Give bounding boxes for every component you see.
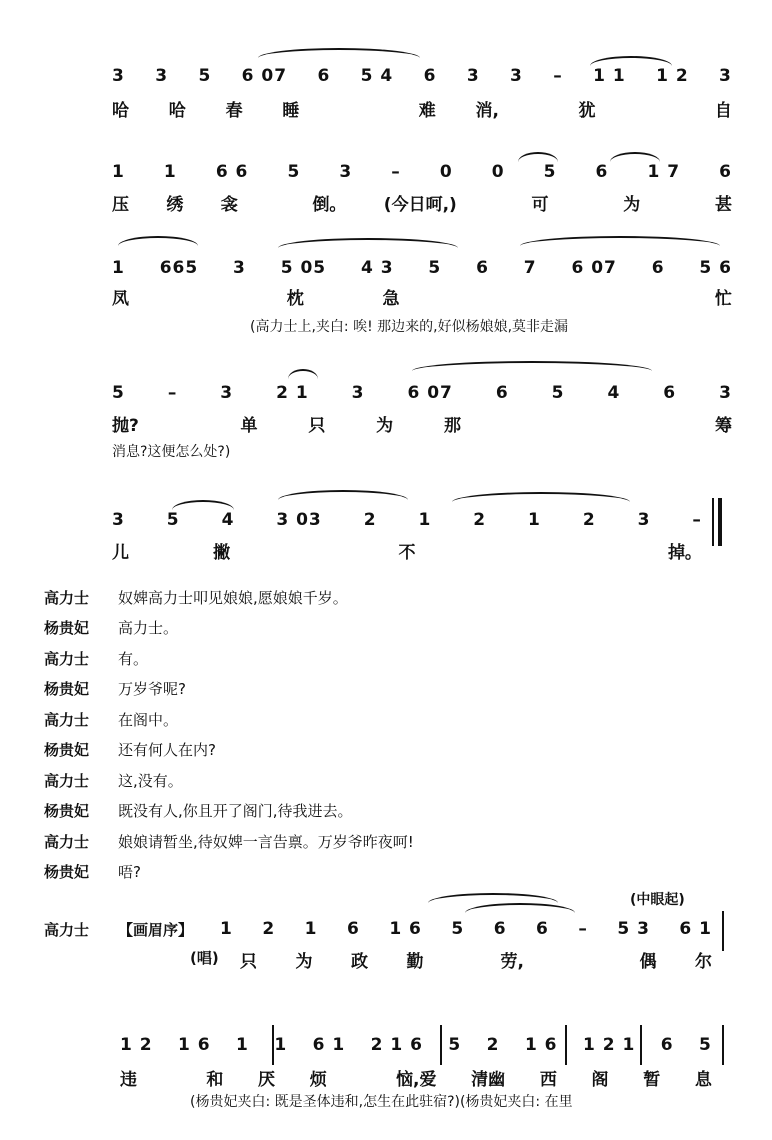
note: 6 bbox=[317, 66, 331, 86]
aside-line-3: (高力士上,夹白: 唉! 那边来的,好似杨娘娘,莫非走漏 bbox=[250, 319, 569, 335]
note: 6 bbox=[495, 383, 509, 403]
dialog-text: 有。 bbox=[118, 649, 149, 668]
note: 5 bbox=[551, 383, 565, 403]
notes-line-2 bbox=[112, 162, 732, 182]
note: 1 7 bbox=[647, 162, 681, 182]
speaker: 高力士 bbox=[44, 649, 90, 668]
lyric: 厌 bbox=[258, 1070, 276, 1090]
note: 6 bbox=[493, 919, 507, 939]
note: 6 bbox=[423, 66, 437, 86]
note: 6 bbox=[651, 258, 665, 278]
dialog-row bbox=[44, 735, 414, 766]
note: 3 bbox=[220, 383, 234, 403]
note: 1 bbox=[274, 1035, 288, 1055]
note: 1 bbox=[528, 510, 541, 530]
note: 1 bbox=[163, 162, 177, 182]
note: 2 bbox=[473, 510, 487, 530]
lyric: 抛? bbox=[112, 416, 139, 436]
note: 1 6 bbox=[178, 1035, 211, 1055]
lyric: 衾 bbox=[220, 195, 238, 215]
lyric: 违 bbox=[120, 1070, 137, 1090]
score-line-3 bbox=[0, 230, 772, 360]
aria-notes bbox=[220, 919, 712, 939]
lyric: 只 bbox=[308, 416, 326, 436]
speaker: 杨贵妃 bbox=[44, 619, 90, 638]
lyric: 清幽 bbox=[471, 1070, 506, 1090]
note: 3 bbox=[719, 383, 732, 403]
dialog-block bbox=[44, 582, 414, 887]
note: 6 bbox=[595, 162, 609, 182]
note: 3 bbox=[112, 66, 125, 86]
notes-line-1 bbox=[112, 66, 732, 86]
dialog-text: 万岁爷呢? bbox=[118, 680, 186, 699]
note: 3 bbox=[510, 66, 523, 86]
lyric: 枕 bbox=[286, 289, 304, 309]
lyric: 偶 bbox=[639, 952, 657, 972]
note: 665 bbox=[159, 258, 199, 278]
dialog-row bbox=[44, 826, 414, 857]
note: 3 bbox=[233, 258, 246, 278]
aria-line bbox=[0, 885, 772, 1015]
aria-sing-mark: (唱) bbox=[190, 949, 219, 967]
note: 5 bbox=[287, 162, 301, 182]
note: 1 bbox=[236, 1035, 249, 1055]
lyrics-line-3 bbox=[112, 284, 732, 309]
lyric: 压 bbox=[112, 195, 129, 215]
dialog-row bbox=[44, 857, 414, 888]
lyric: 单 bbox=[240, 416, 258, 436]
note: 1 bbox=[112, 258, 125, 278]
note: 6 bbox=[346, 919, 360, 939]
note: 6 bbox=[719, 162, 732, 182]
note: 3 bbox=[339, 162, 353, 182]
note: 2 1 6 bbox=[370, 1035, 423, 1055]
lyric: 为 bbox=[376, 416, 394, 436]
note: 1 1 bbox=[593, 66, 626, 86]
dialog-row bbox=[44, 582, 414, 613]
dialog-row bbox=[44, 674, 414, 705]
note: 6 07 bbox=[241, 66, 288, 86]
note: 1 2 bbox=[656, 66, 689, 86]
note: 1 2 1 bbox=[582, 1035, 636, 1055]
note: 2 bbox=[363, 510, 377, 530]
lyric: 阁 bbox=[591, 1070, 609, 1090]
lyric: 倒。 bbox=[312, 195, 347, 215]
lyric: 和 bbox=[206, 1070, 224, 1090]
dialog-text: 奴婢高力士叩见娘娘,愿娘娘千岁。 bbox=[118, 588, 348, 607]
note: 3 bbox=[112, 510, 125, 530]
speaker: 杨贵妃 bbox=[44, 680, 90, 699]
lyric: 难 bbox=[418, 101, 436, 121]
speaker: 杨贵妃 bbox=[44, 863, 90, 882]
note: 1 6 bbox=[389, 919, 422, 939]
last-aside: (杨贵妃夹白: 既是圣体违和,怎生在此驻宿?)(杨贵妃夹白: 在里 bbox=[190, 1094, 573, 1110]
dialog-row bbox=[44, 796, 414, 827]
speaker: 高力士 bbox=[44, 771, 90, 790]
lyric: 绣 bbox=[166, 195, 184, 215]
aria-tempo: (中眼起) bbox=[630, 892, 685, 908]
note: 5 bbox=[166, 510, 180, 530]
speaker: 高力士 bbox=[44, 832, 90, 851]
note: 5 4 bbox=[360, 66, 394, 86]
last-line bbox=[0, 1005, 772, 1135]
note: – bbox=[692, 510, 702, 530]
last-lyrics bbox=[120, 1065, 712, 1090]
note: – bbox=[578, 919, 588, 939]
lyrics-line-1 bbox=[112, 96, 732, 121]
note: 1 bbox=[112, 162, 125, 182]
note: 5 bbox=[198, 66, 212, 86]
speaker: 高力士 bbox=[44, 710, 90, 729]
speaker: 杨贵妃 bbox=[44, 802, 90, 821]
lyric: 忙 bbox=[714, 289, 732, 309]
lyric: 甚 bbox=[714, 195, 732, 215]
note: 1 bbox=[220, 919, 233, 939]
lyric: (今日呵,) bbox=[383, 195, 457, 215]
note: 3 bbox=[351, 383, 365, 403]
lyric: 劳, bbox=[500, 952, 524, 972]
lyric: 为 bbox=[623, 195, 641, 215]
last-notes bbox=[120, 1035, 712, 1055]
lyric: 勤 bbox=[406, 952, 424, 972]
lyric: 可 bbox=[531, 195, 549, 215]
dialog-text: 在阁中。 bbox=[118, 710, 179, 729]
note: 5 bbox=[451, 919, 465, 939]
lyric: 春 bbox=[225, 101, 243, 121]
dialog-text: 既没有人,你且开了阁门,待我进去。 bbox=[118, 802, 353, 821]
note: 5 bbox=[428, 258, 442, 278]
lyric: 哈 bbox=[168, 101, 186, 121]
note: 3 bbox=[719, 66, 732, 86]
lyric: 那 bbox=[443, 416, 461, 436]
aria-lyrics bbox=[240, 947, 712, 972]
aside-line-4: 消息?这便怎么处?) bbox=[112, 444, 231, 460]
note: 4 3 bbox=[360, 258, 394, 278]
note: 6 1 bbox=[679, 919, 712, 939]
note: 6 bbox=[660, 1035, 674, 1055]
lyric: 只 bbox=[240, 952, 257, 972]
notes-line-5 bbox=[112, 510, 702, 530]
note: 3 bbox=[466, 66, 480, 86]
note: 4 bbox=[607, 383, 621, 403]
note: 3 bbox=[637, 510, 651, 530]
aria-tune: 【画眉序】 bbox=[118, 921, 194, 939]
note: 6 bbox=[663, 383, 677, 403]
notes-line-3 bbox=[112, 258, 732, 278]
dialog-row bbox=[44, 613, 414, 644]
note: 5 6 bbox=[699, 258, 732, 278]
note: 2 bbox=[582, 510, 596, 530]
lyric: 掉。 bbox=[667, 543, 702, 563]
note: 1 bbox=[304, 919, 318, 939]
dialog-row bbox=[44, 643, 414, 674]
note: 6 6 bbox=[215, 162, 249, 182]
note: – bbox=[553, 66, 563, 86]
note: 1 bbox=[418, 510, 432, 530]
note: 0 bbox=[439, 162, 453, 182]
dialog-text: 唔? bbox=[118, 863, 141, 882]
dialog-row bbox=[44, 765, 414, 796]
note: – bbox=[391, 162, 401, 182]
lyric: 恼,爱 bbox=[396, 1070, 437, 1090]
lyric: 犹 bbox=[578, 101, 596, 121]
dialog-text: 娘娘请暂坐,待奴婢一言告禀。万岁爷昨夜呵! bbox=[118, 832, 414, 851]
note: 3 bbox=[155, 66, 169, 86]
note: 2 bbox=[486, 1035, 500, 1055]
lyric: 凤 bbox=[112, 289, 129, 309]
lyric: 急 bbox=[382, 289, 400, 309]
lyric: 西 bbox=[539, 1070, 557, 1090]
note: 5 bbox=[448, 1035, 462, 1055]
lyric: 撇 bbox=[213, 543, 231, 563]
score-line-4 bbox=[0, 355, 772, 485]
dialog-text: 这,没有。 bbox=[118, 771, 183, 790]
lyrics-line-2 bbox=[112, 190, 732, 215]
lyrics-line-4 bbox=[112, 411, 732, 436]
lyric: 为 bbox=[295, 952, 313, 972]
note: 1 6 bbox=[524, 1035, 558, 1055]
note: 3 03 bbox=[276, 510, 322, 530]
lyric: 息 bbox=[694, 1070, 712, 1090]
lyric: 暂 bbox=[643, 1070, 661, 1090]
lyric: 儿 bbox=[112, 543, 129, 563]
note: 5 05 bbox=[280, 258, 327, 278]
lyric: 尔 bbox=[694, 952, 712, 972]
note: 7 bbox=[523, 258, 537, 278]
note: – bbox=[167, 383, 178, 403]
speaker: 杨贵妃 bbox=[44, 741, 90, 760]
note: 2 1 bbox=[276, 383, 309, 403]
note: 2 bbox=[262, 919, 276, 939]
aria-speaker: 高力士 bbox=[44, 921, 90, 939]
note: 6 07 bbox=[571, 258, 617, 278]
dialog-row bbox=[44, 704, 414, 735]
note: 5 3 bbox=[617, 919, 650, 939]
note: 6 bbox=[536, 919, 549, 939]
note: 1 2 bbox=[120, 1035, 153, 1055]
note: 6 07 bbox=[407, 383, 453, 403]
note: 5 bbox=[543, 162, 557, 182]
notes-line-4 bbox=[112, 383, 732, 403]
lyric: 不 bbox=[398, 543, 416, 563]
note: 4 bbox=[221, 510, 235, 530]
dialog-text: 高力士。 bbox=[118, 619, 179, 638]
lyric: 烦 bbox=[309, 1070, 327, 1090]
note: 0 bbox=[491, 162, 505, 182]
speaker: 高力士 bbox=[44, 588, 90, 607]
lyric: 筹 bbox=[715, 416, 732, 436]
dialog-text: 还有何人在内? bbox=[118, 741, 216, 760]
lyric: 哈 bbox=[112, 101, 129, 121]
lyric: 睡 bbox=[282, 101, 300, 121]
lyric: 消, bbox=[475, 101, 499, 121]
lyric: 政 bbox=[351, 952, 368, 972]
note: 5 bbox=[699, 1035, 712, 1055]
note: 5 bbox=[112, 383, 125, 403]
note: 6 bbox=[476, 258, 489, 278]
note: 6 1 bbox=[312, 1035, 346, 1055]
lyric: 自 bbox=[714, 101, 732, 121]
lyrics-line-5 bbox=[112, 538, 702, 563]
